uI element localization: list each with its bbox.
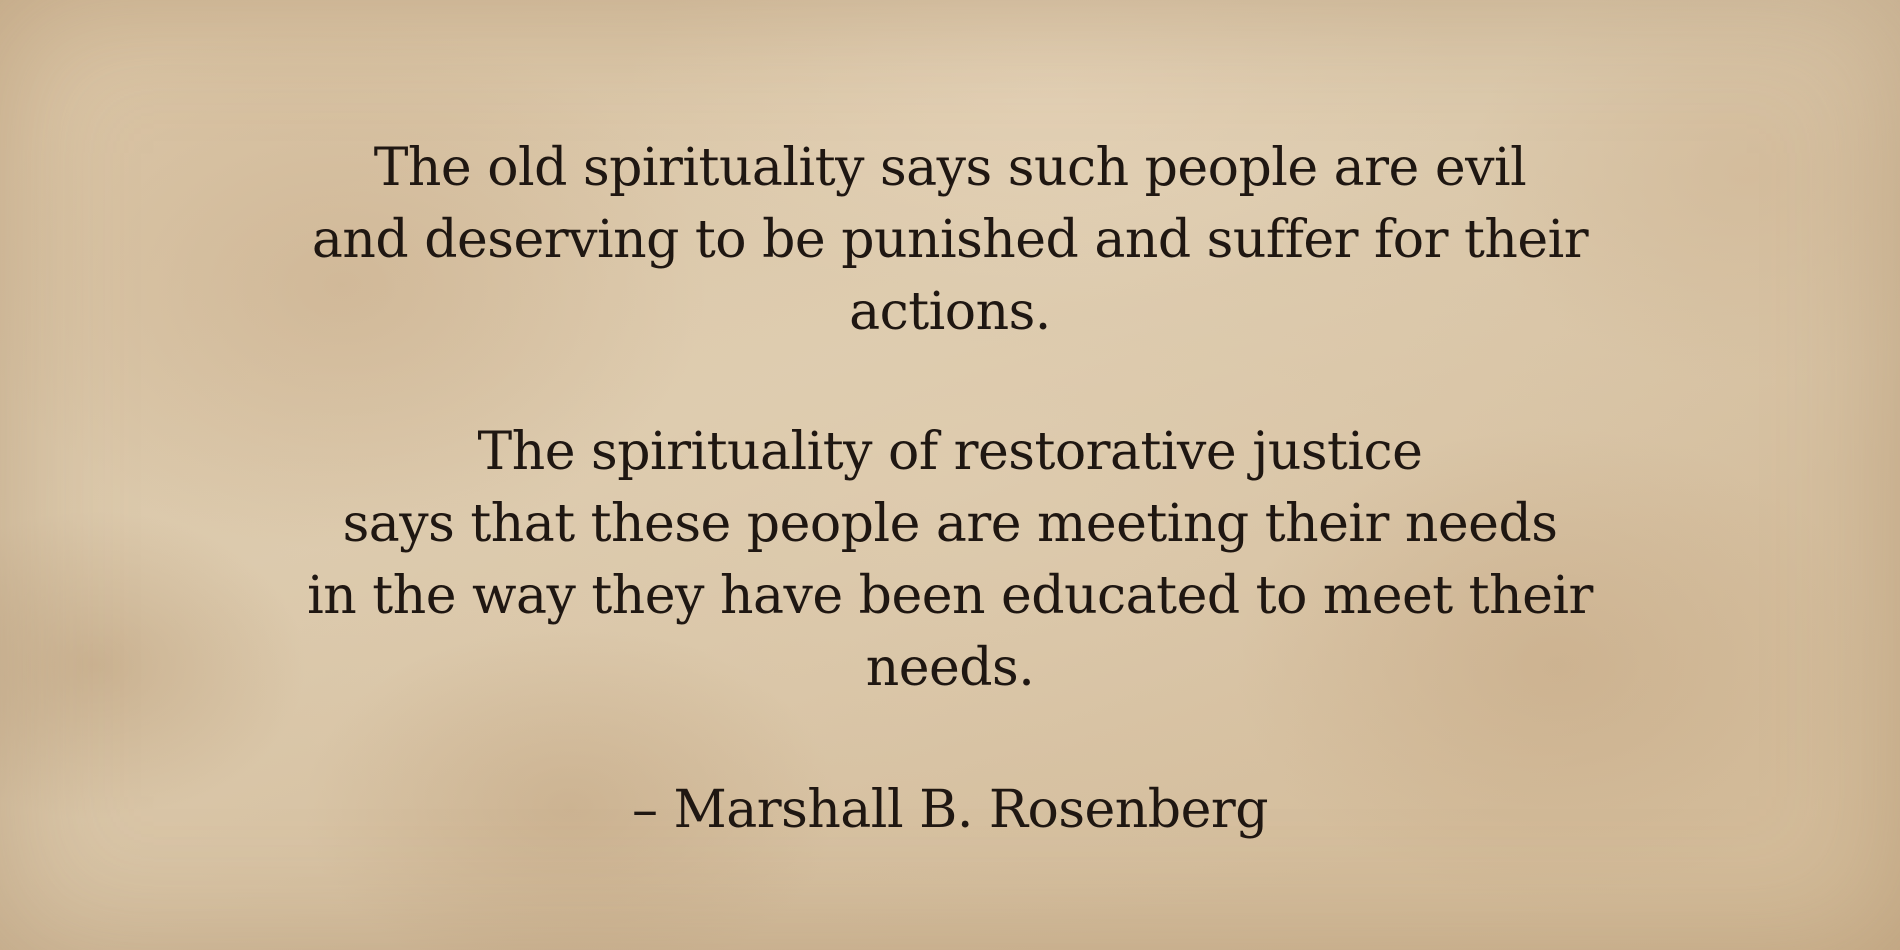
quote-line: and deserving to be punished and suffer for their: [311, 210, 1589, 270]
quote-line: The spirituality of restorative justice: [477, 422, 1423, 482]
quote-paragraph-2: [0, 416, 1900, 704]
author-spacer: [0, 704, 1900, 774]
quote-text: [0, 132, 1900, 846]
quote-paragraph-1: [0, 132, 1900, 348]
quote-author: – Marshall B. Rosenberg: [632, 780, 1268, 840]
quote-line: in the way they have been educated to meet their: [307, 566, 1593, 626]
quote-line: actions.: [849, 282, 1051, 342]
quote-line: says that these people are meeting their needs: [342, 494, 1558, 554]
quote-line: needs.: [865, 638, 1035, 698]
paragraph-spacer: [0, 348, 1900, 416]
quote-line: The old spirituality says such people are evil: [373, 138, 1527, 198]
